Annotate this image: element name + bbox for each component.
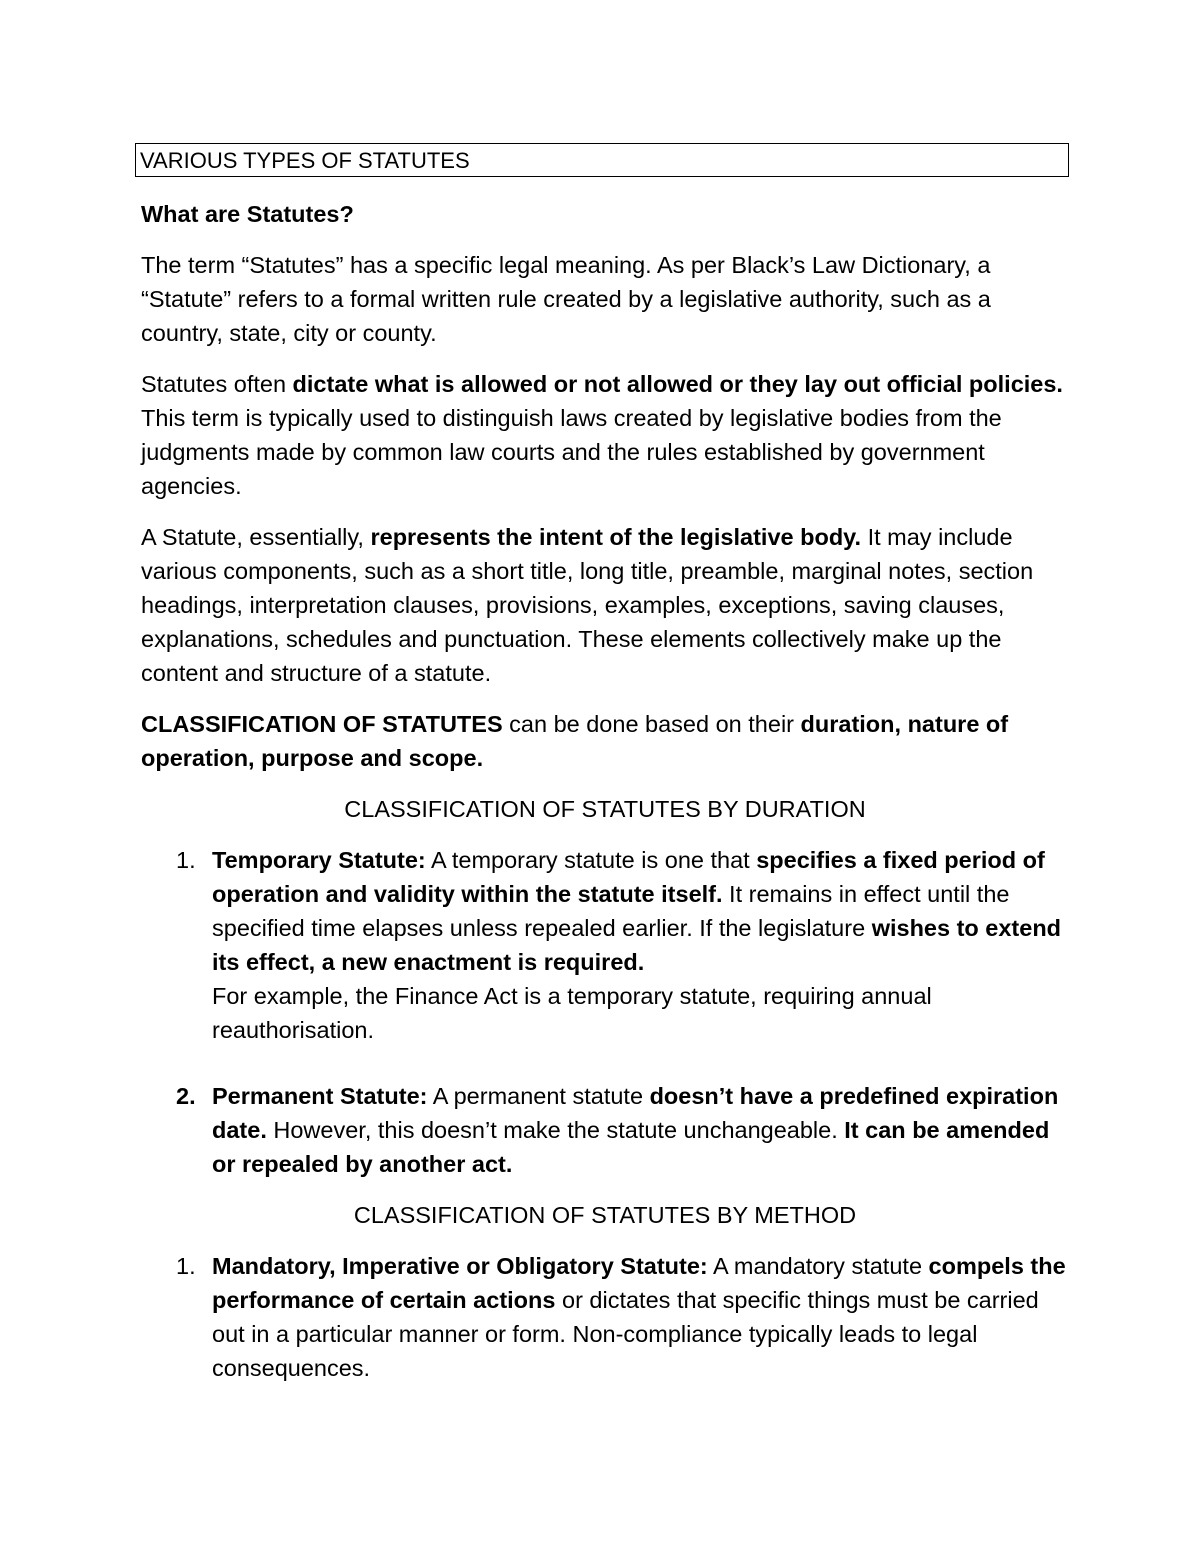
text-run: can be done based on their <box>502 711 801 737</box>
list-item-text <box>212 843 1069 979</box>
text-run: It remains in effect until the specified time elapses unless repealed earlier. If the legislature <box>212 881 1010 941</box>
text-run: This term is typically used to distinguish laws created by legislative bodies from the judgments made by common law courts and the rules established by government agencies. <box>141 405 1002 499</box>
bold-run: wishes to extend its effect, a new enactment is required. <box>212 915 1062 975</box>
text-run: or dictates that specific things must be carried out in a particular manner or form. Non-compliance typically leads to legal consequences. <box>212 1287 1039 1381</box>
text-run: A temporary statute is one that <box>425 847 757 873</box>
text-run: A permanent statute <box>427 1083 650 1109</box>
paragraph-classification <box>141 707 1069 775</box>
list-item-text <box>212 1249 1069 1385</box>
list-number: 1. <box>176 1253 196 1279</box>
question-heading: What are Statutes? <box>141 201 354 227</box>
text-run: A Statute, essentially, <box>141 524 371 550</box>
document-body <box>141 143 1069 1385</box>
heading-by-method: CLASSIFICATION OF STATUTES BY METHOD <box>353 1202 857 1228</box>
text-run: A mandatory statute <box>707 1253 929 1279</box>
heading-by-duration: CLASSIFICATION OF STATUTES BY DURATION <box>344 796 866 822</box>
paragraph-definition: The term “Statutes” has a specific legal meaning. As per Black’s Law Dictionary, a “Statute” refers to a formal written rule created by a legislative authority, such as a country, state, city or county. <box>141 252 991 346</box>
term-label: Mandatory, Imperative or Obligatory Statute: <box>212 1253 708 1279</box>
term-label: Temporary Statute: <box>212 847 426 873</box>
text-run: It may include various components, such as a short title, long title, preamble, marginal notes, section headings, interpretation clauses, provisions, examples, exceptions, saving clauses, explanations, schedules and punctuation. These elements collectively make up the content and structure of a statute. <box>141 524 1034 686</box>
bold-run: doesn’t have a predefined expiration date. <box>212 1083 1059 1143</box>
list-item-mandatory <box>141 1249 1069 1385</box>
bold-run: It can be amended or repealed by another act. <box>212 1117 1050 1177</box>
bold-run: duration, nature of operation, purpose and scope. <box>141 711 1009 771</box>
list-item-temporary <box>141 843 1069 1047</box>
method-list <box>141 1249 1069 1385</box>
list-item-permanent <box>141 1079 1069 1181</box>
title-box: VARIOUS TYPES OF STATUTES <box>135 143 1069 177</box>
bold-run: compels the performance of certain actions <box>212 1253 1066 1313</box>
bold-run: represents the intent of the legislative body. <box>370 524 862 550</box>
term-label: Permanent Statute: <box>212 1083 428 1109</box>
bold-run: specifies a fixed period of operation and validity within the statute itself. <box>212 847 1045 907</box>
text-run: Statutes often <box>141 371 293 397</box>
list-item-text <box>212 1079 1069 1181</box>
list-number: 2. <box>176 1083 196 1109</box>
bold-run: dictate what is allowed or not allowed or they lay out official policies. <box>292 371 1063 397</box>
bold-run: CLASSIFICATION OF STATUTES <box>141 711 503 737</box>
text-run: However, this doesn’t make the statute unchangeable. <box>266 1117 845 1143</box>
paragraph-purpose <box>141 367 1069 503</box>
example-text: For example, the Finance Act is a temporary statute, requiring annual reauthorisation. <box>212 983 932 1043</box>
duration-list <box>141 843 1069 1181</box>
list-number: 1. <box>176 847 196 873</box>
paragraph-components <box>141 520 1069 690</box>
